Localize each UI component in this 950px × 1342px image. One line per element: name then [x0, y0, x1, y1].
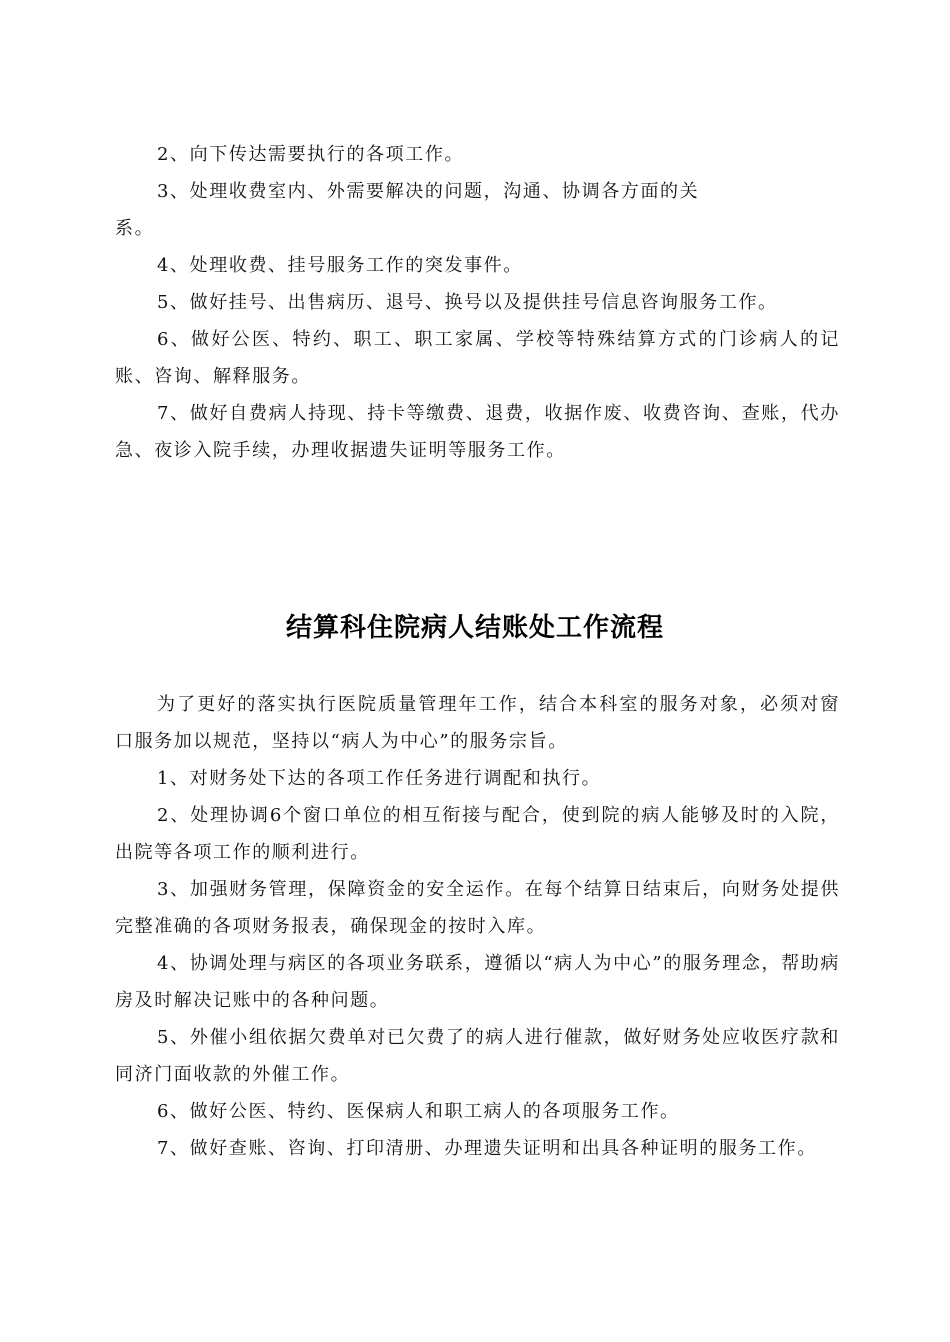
paragraph-item-4: 4、处理收费、挂号服务工作的突发事件。	[157, 255, 523, 276]
paragraph-step-6: 6、做好公医、特约、医保病人和职工病人的各项服务工作。	[157, 1101, 680, 1122]
bottom-section	[115, 686, 840, 1167]
paragraph-step-4: 4、协调处理与病区的各项业务联系，遵循以“病人为中心”的服务理念，帮助病房及时解决记账中的各种问题。	[115, 953, 840, 1011]
paragraph-item-7: 7、做好自费病人持现、持卡等缴费、退费，收据作废、收费咨询、查账，代办急、夜诊入院手续，办理收据遗失证明等服务工作。	[115, 403, 840, 461]
paragraph-step-2: 2、处理协调6个窗口单位的相互衔接与配合，使到院的病人能够及时的入院，出院等各项工作的顺利进行。	[115, 805, 840, 863]
paragraph-step-7: 7、做好查账、咨询、打印清册、办理遗失证明和出具各种证明的服务工作。	[157, 1138, 817, 1159]
paragraph-intro: 为了更好的落实执行医院质量管理年工作，结合本科室的服务对象，必须对窗口服务加以规范，坚持以“病人为中心”的服务宗旨。	[115, 694, 840, 752]
paragraph-item-2: 2、向下传达需要执行的各项工作。	[157, 144, 465, 165]
paragraph-item-3: 3、处理收费室内、外需要解决的问题，沟通、协调各方面的关	[157, 181, 700, 202]
page-title: 结算科住院病人结账处工作流程	[285, 613, 664, 643]
paragraph-step-1: 1、对财务处下达的各项工作任务进行调配和执行。	[157, 768, 602, 789]
paragraph-item-3-continued: 系。	[115, 218, 155, 239]
top-section	[115, 136, 840, 469]
paragraph-step-5: 5、外催小组依据欠费单对已欠费了的病人进行催款，做好财务处应收医疗款和同济门面收款的外催工作。	[115, 1027, 840, 1085]
paragraph-item-5: 5、做好挂号、出售病历、退号、换号以及提供挂号信息咨询服务工作。	[157, 292, 778, 313]
paragraph-item-6: 6、做好公医、特约、职工、职工家属、学校等特殊结算方式的门诊病人的记账、咨询、解释服务。	[115, 329, 840, 387]
paragraph-step-3: 3、加强财务管理，保障资金的安全运作。在每个结算日结束后，向财务处提供完整准确的各项财务报表，确保现金的按时入库。	[115, 879, 840, 937]
